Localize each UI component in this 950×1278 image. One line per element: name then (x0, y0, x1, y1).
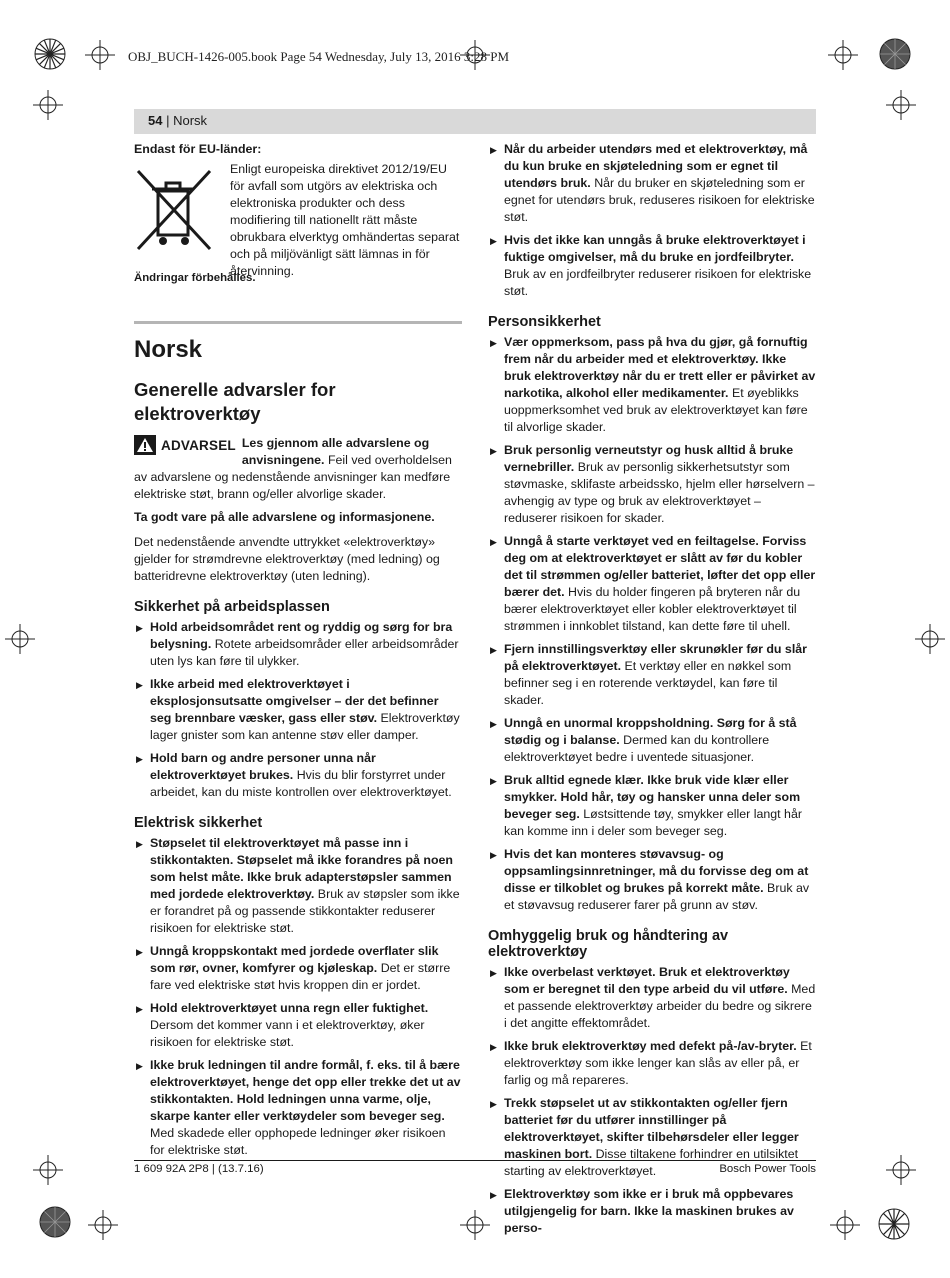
list-item (488, 442, 816, 527)
list-item (488, 1186, 816, 1237)
warning-triangle-icon (134, 435, 156, 455)
item-bold: Vær oppmerksom, pass på hva du gjør, gå fornuftig frem når du arbeider med et elektroverktøy. Ikke bruk elektroverktøy når du er trett eller er påvirket av narkotika, alkohol eller medikamenter. (504, 335, 816, 400)
crosshair-bottom-left-icon (88, 1210, 118, 1240)
item-bold: Hold elektroverktøyet unna regn eller fuktighet. (150, 1001, 429, 1015)
item-bold: Bruk personlig verneutstyr og husk alltid å bruke vernebriller. (504, 443, 794, 474)
list-item (134, 1000, 462, 1051)
item-text: Et elektroverktøy som ikke lenger kan slås av eller på, er farlig og må repareres. (504, 1039, 812, 1087)
item-text: Løstsittende tøy, smykker eller langt hår kan komme inn i deler som beveger seg. (504, 807, 802, 838)
keep-all-note: Ta godt vare på alle advarslene og informasjonene. (134, 510, 435, 524)
header-section: Norsk (173, 113, 208, 128)
crosshair-top-right-icon (828, 40, 858, 70)
workplace-list (134, 619, 462, 801)
item-bold: Hold barn og andre personer unna når elektroverktøyet brukes. (150, 751, 376, 782)
item-text: Det er større fare ved elektriske støt hvis kroppen din er jordet. (150, 961, 451, 992)
list-item (134, 750, 462, 801)
item-bold: Elektroverktøy som ikke er i bruk må oppbevares utilgjengelig for barn. Ikke la maskinen brukes av perso- (504, 1187, 794, 1235)
section-divider (134, 321, 462, 324)
footer-brand: Bosch Power Tools (719, 1163, 816, 1175)
page-number: 54 (148, 113, 163, 128)
warning-text: Feil ved overholdelsen av advarslene og nedenstående anvisninger kan medføre elektriske støt, brann og/eller alvorlige skader. (134, 453, 452, 501)
crosshair-bottom-right-icon (830, 1210, 860, 1240)
changes-note: Ändringar förbehålles. (134, 272, 256, 284)
item-bold: Unngå å starte verktøyet ved en feiltagelse. Forviss deg om at elektroverktøyet er slått av før du kobler det til strømmen og/eller batteriet, løfter det opp eller bærer det. (504, 534, 816, 599)
crosshair-bottom-center-icon (460, 1210, 490, 1240)
registration-mark-top-left-icon (28, 32, 72, 76)
item-text: Dermed kan du kontrollere elektroverktøyet bedre i uventede situasjoner. (504, 733, 770, 764)
item-bold: Fjern innstillingsverktøy eller skrunøkler før du slår på elektroverktøyet. (504, 642, 807, 673)
list-item (488, 533, 816, 635)
list-item (488, 846, 816, 914)
header-separator: | (162, 113, 174, 128)
list-item (488, 141, 816, 226)
item-bold: Ikke arbeid med elektroverktøyet i eksplosjonsutsatte omgivelser – der det befinner seg brennbare væsker, gass eller støv. (150, 677, 439, 725)
list-item (488, 334, 816, 436)
list-item (488, 964, 816, 1032)
warning-label: ADVARSEL (161, 437, 236, 453)
item-bold: Når du arbeider utendørs med et elektroverktøy, må du kun bruke en skjøteledning som er egnet til utendørs bruk. (504, 142, 808, 190)
item-text: Rotete arbeidsområder eller arbeidsområder uten lys kan føre til ulykker. (150, 637, 459, 668)
item-text: Bruk av støpsler som ikke er forandret på og passende stikkontakter reduserer risikoen for elektriske støt. (150, 887, 460, 935)
footer-divider (134, 1160, 816, 1161)
item-text: Elektroverktøy lager gnister som kan antenne støv eller damper. (150, 711, 460, 742)
crossed-bin-icon (134, 167, 214, 253)
registration-mark-bottom-right-icon (872, 1202, 916, 1246)
item-text: Et verktøy eller en nøkkel som befinner seg i en roterende verktøydel, kan føre til skader. (504, 659, 792, 707)
term-text: Det nedenstående anvendte uttrykket «elektroverktøy» gjelder for strømdrevne elektroverktøy (med ledning) og batteridrevne elektroverktøy (uten ledning). (134, 535, 440, 583)
left-column (134, 141, 462, 1165)
item-text: Bruk av personlig sikkerhetsutstyr som støvmaske, sklifaste arbeidssko, hjelm eller hørselvern – avhengig av type og bruk av elektroverktøyet – reduserer risikoen for skader. (504, 460, 815, 525)
item-text: Når du bruker en skjøteledning som er egnet for utendørs bruk, reduseres risikoen for elektriske støt. (504, 176, 815, 224)
item-bold: Hold arbeidsområdet rent og ryddig og sørg for bra belysning. (150, 620, 453, 651)
item-text: Hvis du blir forstyrret under arbeidet, kan du miste kontrollen over elektroverktøyet. (150, 768, 452, 799)
item-bold: Ikke bruk ledningen til andre formål, f. eks. til å bære elektroverktøyet, henge det opp eller trekke det ut av stikkontakten. Hold ledningen unna varme, olje, skarpe kanter eller verktøydeler som beveger seg. (150, 1058, 461, 1123)
item-bold: Unngå kroppskontakt med jordede overflater slik som rør, ovner, komfyrer og kjøleskap. (150, 944, 439, 975)
crosshair-top-left-icon (85, 40, 115, 70)
crosshair-right-middle-icon (915, 624, 945, 654)
crosshair-right-lower-icon (886, 1155, 916, 1185)
item-bold: Unngå en unormal kroppsholdning. Sørg for å stå stødig og i balanse. (504, 716, 797, 747)
list-item (134, 619, 462, 670)
item-bold: Ikke overbelast verktøyet. Bruk et elektroverktøy som er beregnet til den type arbeid du vil utføre. (504, 965, 790, 996)
section-title-personal: Personsikkerhet (488, 314, 601, 330)
item-text: Hvis du holder fingeren på bryteren når du bærer elektroverktøyet eller kobler elektroverktøyet til strømmen i innkoblet tilstand, kan dette føre til uhell. (504, 585, 801, 633)
crosshair-left-middle-icon (5, 624, 35, 654)
list-item (488, 641, 816, 709)
item-bold: Hvis det ikke kan unngås å bruke elektroverktøyet i fuktige omgivelser, må du bruke en jordfeilbryter. (504, 233, 806, 264)
electrical-list (134, 835, 462, 1159)
crosshair-left-lower-icon (33, 1155, 63, 1185)
item-bold: Trekk støpselet ut av stikkontakten og/eller fjern batteriet før du utfører innstillinger på elektroverktøyet, skifter tilbehørsdeler eller legger maskinen bort. (504, 1096, 799, 1161)
footer-doc-code: 1 609 92A 2P8 | (13.7.16) (134, 1163, 264, 1175)
item-text: Med et passende elektroverktøy arbeider du bedre og sikrere i det angitte effektområdet. (504, 982, 816, 1030)
electrical-list-continued (488, 141, 816, 300)
item-bold: Støpselet til elektroverktøyet må passe inn i stikkontakten. Støpselet må ikke forandres på noen som helst måte. Ikke bruk adapterstøpsler sammen med jordede elektroverktøy. (150, 836, 453, 901)
item-text: Bruk av et støvavsug reduserer farer på grunn av støv. (504, 881, 810, 912)
list-item (134, 835, 462, 937)
list-item (488, 715, 816, 766)
crosshair-left-upper-icon (33, 90, 63, 120)
list-item (134, 1057, 462, 1159)
list-item (134, 943, 462, 994)
list-item (488, 232, 816, 300)
registration-mark-top-right-icon (875, 34, 915, 74)
main-heading: Generelle advarsler for elektroverktøy (134, 379, 336, 424)
list-item (488, 772, 816, 840)
warning-bold: Les gjennom alle advarslene og anvisningene. (241, 436, 430, 467)
item-text: Dersom det kommer vann i et elektroverktøy, øker risikoen for elektriske støt. (150, 1018, 425, 1049)
section-title-workplace: Sikkerhet på arbeidsplassen (134, 599, 330, 615)
item-bold: Hvis det kan monteres støvavsug- og oppsamlingsinnretninger, må du forvisse deg om at disse er tilkoblet og brukes på korrekt måte. (504, 847, 809, 895)
item-text: Disse tiltakene forhindrer en utilsiktet starting av elektroverktøyet. (504, 1147, 799, 1178)
registration-mark-bottom-left-icon (35, 1202, 75, 1242)
right-column (488, 141, 816, 1243)
item-bold: Bruk alltid egnede klær. Ikke bruk vide klær eller smykker. Hold hår, tøy og hansker unna deler som beveger seg. (504, 773, 801, 821)
item-bold: Ikke bruk elektroverktøy med defekt på-/av-bryter. (504, 1039, 797, 1053)
list-item (488, 1038, 816, 1089)
page-header (134, 109, 816, 134)
careful-use-list (488, 964, 816, 1237)
list-item (134, 676, 462, 744)
item-text: Med skadede eller opphopede ledninger øker risikoen for elektriske støt. (150, 1126, 446, 1157)
section-title-careful-use: Omhyggelig bruk og håndtering av elektroverktøy (488, 928, 729, 960)
eu-text: Enligt europeiska direktivet 2012/19/EU för avfall som utgörs av elektriska och elektroniska produkter och dess modifiering till nationellt rätt måste obrukbara elverktyg omhändertas separat och på miljövänligt sätt lämnas in för återvinning. (230, 162, 460, 278)
item-text: Bruk av en jordfeilbryter reduserer risikoen for elektriske støt. (504, 267, 812, 298)
warning-badge (134, 435, 236, 455)
language-title: Norsk (134, 336, 203, 363)
print-header: OBJ_BUCH-1426-005.book Page 54 Wednesday, July 13, 2016 3:28 PM (128, 49, 510, 64)
personal-list (488, 334, 816, 914)
crosshair-right-upper-icon (886, 90, 916, 120)
eu-title: Endast för EU-länder: (134, 142, 262, 156)
warning-block (134, 435, 462, 503)
section-title-electrical: Elektrisk sikkerhet (134, 815, 263, 831)
item-text: Et øyeblikks uoppmerksomhet ved bruk av elektroverktøyet kan føre til alvorlige skader. (504, 386, 808, 434)
